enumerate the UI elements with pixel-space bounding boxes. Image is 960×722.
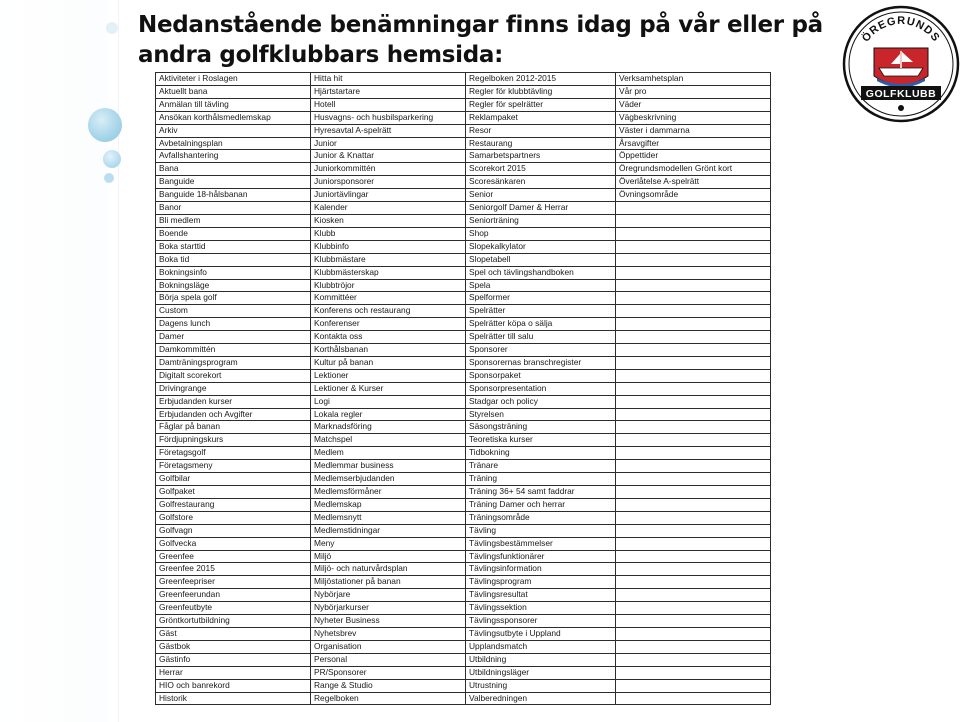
table-cell: Gröntkortutbildning xyxy=(156,615,311,628)
table-cell: Greenfeepriser xyxy=(156,576,311,589)
table-cell: Öregrundsmodellen Grönt kort xyxy=(616,163,771,176)
table-row xyxy=(156,266,771,279)
table-cell: Anmälan till tävling xyxy=(156,98,311,111)
table-cell xyxy=(616,227,771,240)
table-row xyxy=(156,537,771,550)
slide-title: Nedanstående benämningar finns idag på vår eller på andra golfklubbars hemsida: xyxy=(138,12,823,68)
table-cell: Banguide xyxy=(156,176,311,189)
table-cell: Boende xyxy=(156,227,311,240)
table-row xyxy=(156,292,771,305)
table-cell: Tävlingsutbyte i Uppland xyxy=(466,627,616,640)
table-cell: Regelboken 2012-2015 xyxy=(466,73,616,86)
table-cell: Banguide 18-hålsbanan xyxy=(156,189,311,202)
table-cell: Övningsområde xyxy=(616,189,771,202)
table-cell xyxy=(616,382,771,395)
table-cell: Tidbokning xyxy=(466,447,616,460)
table-cell: Ansökan korthålsmedlemskap xyxy=(156,111,311,124)
table-row xyxy=(156,369,771,382)
table-row xyxy=(156,486,771,499)
table-row xyxy=(156,666,771,679)
table-cell: Bli medlem xyxy=(156,214,311,227)
table-cell: Golfvagn xyxy=(156,524,311,537)
table-cell: Tävlingsinformation xyxy=(466,563,616,576)
table-cell: Scoresänkaren xyxy=(466,176,616,189)
table-row xyxy=(156,447,771,460)
table-cell: Kiosken xyxy=(311,214,466,227)
table-cell: Medlemstidningar xyxy=(311,524,466,537)
table-cell: Matchspel xyxy=(311,434,466,447)
table-cell xyxy=(616,279,771,292)
table-cell: Miljö xyxy=(311,550,466,563)
table-row xyxy=(156,382,771,395)
table-cell: Verksamhetsplan xyxy=(616,73,771,86)
table-cell: Sponsorer xyxy=(466,344,616,357)
table-cell: HIO och banrekord xyxy=(156,679,311,692)
table-cell xyxy=(616,640,771,653)
table-cell: Överlåtelse A-spelrätt xyxy=(616,176,771,189)
table-cell: Börja spela golf xyxy=(156,292,311,305)
table-cell: Klubbmästerskap xyxy=(311,266,466,279)
table-cell xyxy=(616,318,771,331)
table-cell: Medlemsnytt xyxy=(311,511,466,524)
table-cell: Avbetalningsplan xyxy=(156,137,311,150)
table-cell: Fåglar på banan xyxy=(156,421,311,434)
decorative-bubble-large xyxy=(88,108,122,142)
table-cell: Hyresavtal A-spelrätt xyxy=(311,124,466,137)
table-cell: Regler för klubbtävling xyxy=(466,85,616,98)
decorative-bubble-medium xyxy=(103,150,121,168)
table-cell: Tävling xyxy=(466,524,616,537)
table-cell: Korthålsbanan xyxy=(311,344,466,357)
table-cell xyxy=(616,679,771,692)
table-row xyxy=(156,111,771,124)
table-cell: Klubbinfo xyxy=(311,240,466,253)
table-cell: Medlem xyxy=(311,447,466,460)
table-cell: Årsavgifter xyxy=(616,137,771,150)
table-cell: Logi xyxy=(311,395,466,408)
table-cell: Aktuellt bana xyxy=(156,85,311,98)
table-cell: Greenfee 2015 xyxy=(156,563,311,576)
table-row xyxy=(156,602,771,615)
table-cell: Kalender xyxy=(311,202,466,215)
table-row xyxy=(156,434,771,447)
table-cell: Upplandsmatch xyxy=(466,640,616,653)
table-cell xyxy=(616,550,771,563)
table-cell xyxy=(616,498,771,511)
table-cell xyxy=(616,331,771,344)
table-row xyxy=(156,679,771,692)
table-row xyxy=(156,98,771,111)
table-cell: Historik xyxy=(156,692,311,705)
table-row xyxy=(156,550,771,563)
table-cell: Golfbilar xyxy=(156,473,311,486)
table-row xyxy=(156,498,771,511)
table-cell: Hjärtstartare xyxy=(311,85,466,98)
slide-divider-line xyxy=(118,0,119,722)
table-cell: Dagens lunch xyxy=(156,318,311,331)
table-row xyxy=(156,73,771,86)
table-cell xyxy=(616,486,771,499)
table-cell: Arkiv xyxy=(156,124,311,137)
table-cell: Medlemmar business xyxy=(311,460,466,473)
table-cell xyxy=(616,627,771,640)
table-row xyxy=(156,253,771,266)
table-cell xyxy=(616,202,771,215)
table-cell: Medlemsförmåner xyxy=(311,486,466,499)
table-cell: Tävlingssektion xyxy=(466,602,616,615)
table-cell: Väster i dammarna xyxy=(616,124,771,137)
table-cell: Damer xyxy=(156,331,311,344)
table-cell: Öppettider xyxy=(616,150,771,163)
table-cell: Miljö- och naturvårdsplan xyxy=(311,563,466,576)
table-cell xyxy=(616,214,771,227)
table-cell: Företagsgolf xyxy=(156,447,311,460)
table-cell xyxy=(616,447,771,460)
table-cell: Husvagns- och husbilsparkering xyxy=(311,111,466,124)
table-cell: Klubbtröjor xyxy=(311,279,466,292)
decorative-bubble-small xyxy=(106,22,118,34)
table-cell: Greenfeutbyte xyxy=(156,602,311,615)
table-cell: Custom xyxy=(156,305,311,318)
table-row xyxy=(156,137,771,150)
table-row xyxy=(156,589,771,602)
table-cell: Valberedningen xyxy=(466,692,616,705)
table-cell: Träning Damer och herrar xyxy=(466,498,616,511)
table-cell xyxy=(616,240,771,253)
table-cell: Digitalt scorekort xyxy=(156,369,311,382)
table-cell xyxy=(616,653,771,666)
table-cell: Junior & Knattar xyxy=(311,150,466,163)
table-cell: Hitta hit xyxy=(311,73,466,86)
table-cell: Miljöstationer på banan xyxy=(311,576,466,589)
table-cell: Golfstore xyxy=(156,511,311,524)
table-cell: Banor xyxy=(156,202,311,215)
table-cell: Lektioner & Kurser xyxy=(311,382,466,395)
table-cell: Erbjudanden och Avgifter xyxy=(156,408,311,421)
table-cell: Resor xyxy=(466,124,616,137)
table-cell: Aktiviteter i Roslagen xyxy=(156,73,311,86)
table-cell: Bokningsläge xyxy=(156,279,311,292)
table-row xyxy=(156,421,771,434)
table-cell: Fördjupningskurs xyxy=(156,434,311,447)
table-cell: Lektioner xyxy=(311,369,466,382)
table-cell: Boka tid xyxy=(156,253,311,266)
logo-top-text: ÖREGRUNDS xyxy=(859,14,943,45)
table-row xyxy=(156,240,771,253)
table-cell: Organisation xyxy=(311,640,466,653)
table-cell: Vår pro xyxy=(616,85,771,98)
table-cell xyxy=(616,266,771,279)
table-cell xyxy=(616,511,771,524)
table-cell: Kommittéer xyxy=(311,292,466,305)
table-cell: Personal xyxy=(311,653,466,666)
table-cell: Medlemserbjudanden xyxy=(311,473,466,486)
table-cell: Tävlingsprogram xyxy=(466,576,616,589)
table-cell: Nybörjarkurser xyxy=(311,602,466,615)
table-row xyxy=(156,318,771,331)
table-cell: Träningsområde xyxy=(466,511,616,524)
table-cell: Damträningsprogram xyxy=(156,356,311,369)
table-cell xyxy=(616,537,771,550)
table-cell: Sponsorpresentation xyxy=(466,382,616,395)
table-row xyxy=(156,511,771,524)
table-cell: Tävlingsresultat xyxy=(466,589,616,602)
table-cell: Spelformer xyxy=(466,292,616,305)
table-cell: Medlemskap xyxy=(311,498,466,511)
table-cell: Juniortävlingar xyxy=(311,189,466,202)
table-cell xyxy=(616,602,771,615)
table-row xyxy=(156,202,771,215)
table-cell: Sponsorernas branschregister xyxy=(466,356,616,369)
table-row xyxy=(156,615,771,628)
table-cell: Regler för spelrätter xyxy=(466,98,616,111)
table-cell: Damkommittén xyxy=(156,344,311,357)
table-cell: Greenfeerundan xyxy=(156,589,311,602)
table-cell: Juniorsponsorer xyxy=(311,176,466,189)
table-cell: Bokningsinfo xyxy=(156,266,311,279)
table-cell: Avfallshantering xyxy=(156,150,311,163)
table-cell: Shop xyxy=(466,227,616,240)
table-cell xyxy=(616,356,771,369)
table-cell xyxy=(616,589,771,602)
table-cell: Reklampaket xyxy=(466,111,616,124)
table-cell: Marknadsföring xyxy=(311,421,466,434)
table-cell: Träning xyxy=(466,473,616,486)
table-cell xyxy=(616,524,771,537)
table-cell: Samarbetspartners xyxy=(466,150,616,163)
table-cell: Spela xyxy=(466,279,616,292)
table-row xyxy=(156,356,771,369)
table-cell: Tränare xyxy=(466,460,616,473)
table-cell: Gäst xyxy=(156,627,311,640)
table-row xyxy=(156,124,771,137)
table-cell xyxy=(616,434,771,447)
table-row xyxy=(156,176,771,189)
decorative-bubble-tiny xyxy=(104,173,114,183)
table-row xyxy=(156,214,771,227)
table-cell: Lokala regler xyxy=(311,408,466,421)
table-cell xyxy=(616,305,771,318)
logo-bottom-text: GOLFKLUBB xyxy=(865,88,937,100)
table-cell: Juniorkommittén xyxy=(311,163,466,176)
table-cell: Vägbeskrivning xyxy=(616,111,771,124)
table-row xyxy=(156,408,771,421)
table-cell: Spelrätter xyxy=(466,305,616,318)
table-cell: Träning 36+ 54 samt faddrar xyxy=(466,486,616,499)
slide-left-decoration xyxy=(0,0,108,722)
table-row xyxy=(156,331,771,344)
table-row xyxy=(156,692,771,705)
table-cell xyxy=(616,615,771,628)
table-cell: Golfrestaurang xyxy=(156,498,311,511)
table-cell: Golfvecka xyxy=(156,537,311,550)
table-cell: Spel och tävlingshandboken xyxy=(466,266,616,279)
table-row xyxy=(156,563,771,576)
table-cell xyxy=(616,473,771,486)
table-cell: Säsongsträning xyxy=(466,421,616,434)
table-row xyxy=(156,627,771,640)
table-cell: Spelrätter köpa o sälja xyxy=(466,318,616,331)
table-cell: Utbildning xyxy=(466,653,616,666)
table-cell: Klubb xyxy=(311,227,466,240)
table-cell: Seniorgolf Damer & Herrar xyxy=(466,202,616,215)
table-cell: Tävlingssponsorer xyxy=(466,615,616,628)
table-cell: Nyhetsbrev xyxy=(311,627,466,640)
table-cell: Herrar xyxy=(156,666,311,679)
table-cell: Stadgar och policy xyxy=(466,395,616,408)
table-row xyxy=(156,344,771,357)
table-cell xyxy=(616,692,771,705)
table-cell xyxy=(616,253,771,266)
table-cell: Styrelsen xyxy=(466,408,616,421)
table-cell xyxy=(616,344,771,357)
table-cell xyxy=(616,666,771,679)
table-cell: Seniorträning xyxy=(466,214,616,227)
table-cell xyxy=(616,421,771,434)
table-cell: Gästinfo xyxy=(156,653,311,666)
table-cell: Junior xyxy=(311,137,466,150)
table-row xyxy=(156,163,771,176)
table-cell: Väder xyxy=(616,98,771,111)
table-cell: Greenfee xyxy=(156,550,311,563)
table-row xyxy=(156,279,771,292)
table-cell: Spelrätter till salu xyxy=(466,331,616,344)
table-cell: Konferenser xyxy=(311,318,466,331)
table-cell: Tävlingsfunktionärer xyxy=(466,550,616,563)
table-row xyxy=(156,85,771,98)
table-cell: Sponsorpaket xyxy=(466,369,616,382)
table-cell: Golfpaket xyxy=(156,486,311,499)
table-cell xyxy=(616,292,771,305)
table-cell: Kultur på banan xyxy=(311,356,466,369)
table-cell: Range & Studio xyxy=(311,679,466,692)
table-row xyxy=(156,653,771,666)
table-cell: Regelboken xyxy=(311,692,466,705)
table-row xyxy=(156,524,771,537)
table-cell: Meny xyxy=(311,537,466,550)
table-row xyxy=(156,150,771,163)
table-cell: Scorekort 2015 xyxy=(466,163,616,176)
table-row xyxy=(156,305,771,318)
table-cell: Utrustning xyxy=(466,679,616,692)
table-cell xyxy=(616,460,771,473)
benamningar-table xyxy=(155,72,771,705)
table-cell: Restaurang xyxy=(466,137,616,150)
table-cell: Klubbmästare xyxy=(311,253,466,266)
table-cell: Teoretiska kurser xyxy=(466,434,616,447)
table-cell: Kontakta oss xyxy=(311,331,466,344)
table-row xyxy=(156,460,771,473)
table-row xyxy=(156,395,771,408)
table-cell: Gästbok xyxy=(156,640,311,653)
table-cell: Slopetabell xyxy=(466,253,616,266)
table-cell: Hotell xyxy=(311,98,466,111)
table-row xyxy=(156,473,771,486)
table-row xyxy=(156,189,771,202)
table-cell: Senior xyxy=(466,189,616,202)
table-row xyxy=(156,576,771,589)
table-cell: Nyheter Business xyxy=(311,615,466,628)
table-cell xyxy=(616,369,771,382)
table-cell: Bana xyxy=(156,163,311,176)
table-cell: Boka starttid xyxy=(156,240,311,253)
table-cell: Erbjudanden kurser xyxy=(156,395,311,408)
oregrunds-golfklubb-logo xyxy=(841,4,960,124)
table-cell: Slopekalkylator xyxy=(466,240,616,253)
table-cell xyxy=(616,563,771,576)
table-cell: PR/Sponsorer xyxy=(311,666,466,679)
table-row xyxy=(156,640,771,653)
table-cell xyxy=(616,576,771,589)
table-cell: Företagsmeny xyxy=(156,460,311,473)
table-cell xyxy=(616,408,771,421)
table-cell: Tävlingsbestämmelser xyxy=(466,537,616,550)
table-row xyxy=(156,227,771,240)
table-cell xyxy=(616,395,771,408)
table-cell: Nybörjare xyxy=(311,589,466,602)
table-cell: Drivingrange xyxy=(156,382,311,395)
table-cell: Konferens och restaurang xyxy=(311,305,466,318)
table-cell: Utbildningsläger xyxy=(466,666,616,679)
